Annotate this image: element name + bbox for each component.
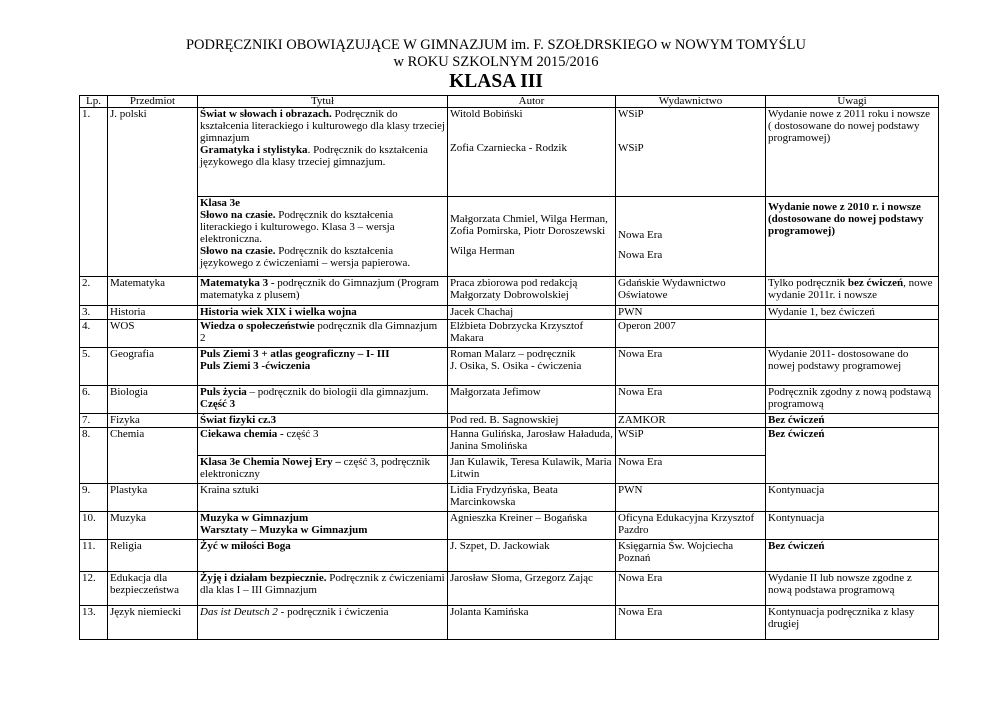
- title-cell: [198, 606, 448, 640]
- notes-bold: Wydanie nowe z 2010 r. i nowsze (dostosowane do nowej podstawy programowej): [768, 201, 924, 237]
- title-cell: Historia wiek XIX i wielka wojna: [198, 306, 448, 320]
- title-cell: [198, 428, 448, 456]
- table-row: [80, 540, 939, 572]
- notes-cell: Bez ćwiczeń: [766, 540, 939, 572]
- subject-cell: WOS: [108, 320, 198, 348]
- lp-cell: 10.: [80, 512, 108, 540]
- author-cell: [448, 197, 616, 277]
- author-cell: Agnieszka Kreiner – Bogańska: [448, 512, 616, 540]
- author-text: Roman Malarz – podręcznik: [450, 348, 576, 360]
- notes-cell: [766, 197, 939, 277]
- author-cell: [448, 348, 616, 386]
- publisher-text: WSiP: [618, 142, 644, 154]
- notes-text: Tylko podręcznik: [768, 277, 848, 289]
- lp-cell: 5.: [80, 348, 108, 386]
- subject-cell: Edukacja dla bezpieczeństwa: [108, 572, 198, 606]
- title-cell: [198, 512, 448, 540]
- title-cell: [198, 456, 448, 484]
- document-title-line-1: PODRĘCZNIKI OBOWIĄZUJĄCE W GIMNAZJUM im. F. SZOŁDRSKIEGO w NOWYM TOMYŚLU: [185, 37, 807, 53]
- title-bold: Puls życia: [200, 386, 247, 398]
- title-bold: Słowo na czasie.: [200, 245, 276, 257]
- subject-cell: Chemia: [108, 428, 198, 484]
- title-text: – podręcznik do biologii dla gimnazjum.: [246, 386, 429, 398]
- title-text: Podręcznik z ćwiczeniami dla klas I – III Gimnazjum: [200, 572, 445, 596]
- subject-cell: Geografia: [108, 348, 198, 386]
- publisher-cell: [616, 197, 766, 277]
- publisher-cell: Nowa Era: [616, 572, 766, 606]
- table-row: [80, 414, 939, 428]
- table-row: [80, 428, 939, 456]
- notes-cell: Kontynuacja: [766, 512, 939, 540]
- column-header-lp: Lp.: [80, 96, 108, 108]
- subject-cell: Muzyka: [108, 512, 198, 540]
- author-cell: Jarosław Słoma, Grzegorz Zając: [448, 572, 616, 606]
- author-text: Małgorzata Chmiel, Wilga Herman, Zofia Pomirska, Piotr Doroszewski: [450, 213, 608, 237]
- notes-cell: Wydanie II lub nowsze zgodne z nową podstawa programową: [766, 572, 939, 606]
- publisher-cell: [616, 108, 766, 197]
- lp-cell: 11.: [80, 540, 108, 572]
- publisher-cell: Nowa Era: [616, 386, 766, 414]
- title-text: część 3, podręcznik elektroniczny: [200, 456, 431, 480]
- title-cell: [198, 320, 448, 348]
- publisher-cell: Gdańskie Wydawnictwo Oświatowe: [616, 277, 766, 306]
- title-text: . Podręcznik do kształcenia językowego dla klasy trzeciej gimnazjum.: [200, 144, 428, 168]
- title-cell: Świat fizyki cz.3: [198, 414, 448, 428]
- title-bold: Świat w słowach i obrazach.: [200, 108, 332, 120]
- publisher-cell: ZAMKOR: [616, 414, 766, 428]
- publisher-cell: PWN: [616, 484, 766, 512]
- table-row: [80, 277, 939, 306]
- author-cell: J. Szpet, D. Jackowiak: [448, 540, 616, 572]
- author-cell: Hanna Gulińska, Jarosław Haładuda, Janina Smolińska: [448, 428, 616, 456]
- subject-cell: Historia: [108, 306, 198, 320]
- title-bold: Wiedza o społeczeństwie: [200, 320, 315, 332]
- title-italic: Das ist Deutsch 2: [200, 606, 278, 618]
- subject-cell: Matematyka: [108, 277, 198, 306]
- lp-cell: 8.: [80, 428, 108, 484]
- title-bold: Puls Ziemi 3 + atlas geograficzny – I- III: [200, 348, 390, 360]
- publisher-text: WSiP: [618, 108, 644, 120]
- author-cell: Pod red. B. Sagnowskiej: [448, 414, 616, 428]
- publisher-text: Nowa Era: [618, 249, 663, 261]
- notes-cell: Bez ćwiczeń: [766, 414, 939, 428]
- author-cell: Jolanta Kamińska: [448, 606, 616, 640]
- title-text: część 3: [283, 428, 319, 440]
- author-cell: [448, 108, 616, 197]
- title-bold: Warsztaty – Muzyka w Gimnazjum: [200, 524, 368, 536]
- lp-cell: 9.: [80, 484, 108, 512]
- publisher-text: Nowa Era: [618, 229, 663, 241]
- title-bold: Puls Ziemi 3 -ćwiczenia: [200, 360, 311, 372]
- author-cell: Praca zbiorowa pod redakcją Małgorzaty Dobrowolskiej: [448, 277, 616, 306]
- title-cell: [198, 108, 448, 197]
- table-row: [80, 606, 939, 640]
- table-row: [80, 484, 939, 512]
- column-header-author: Autor: [448, 96, 616, 108]
- subject-cell: Plastyka: [108, 484, 198, 512]
- publisher-cell: Operon 2007: [616, 320, 766, 348]
- lp-cell: 13.: [80, 606, 108, 640]
- notes-bold: bez ćwiczeń: [847, 277, 904, 289]
- publisher-cell: Księgarnia Św. Wojciecha Poznań: [616, 540, 766, 572]
- author-cell: Jan Kulawik, Teresa Kulawik, Maria Litwin: [448, 456, 616, 484]
- table-row: [80, 572, 939, 606]
- lp-cell: 2.: [80, 277, 108, 306]
- notes-cell: [766, 277, 939, 306]
- title-cell: Żyć w miłości Boga: [198, 540, 448, 572]
- notes-cell: Podręcznik zgodny z nową podstawą programową: [766, 386, 939, 414]
- title-cell: Kraina sztuki: [198, 484, 448, 512]
- title-bold: Klasa 3e Chemia Nowej Ery –: [200, 456, 341, 468]
- column-header-title: Tytuł: [198, 96, 448, 108]
- title-text: Podręcznik do kształcenia literackiego i kulturowego. Klasa 3 – wersja elektroniczna.: [200, 209, 395, 245]
- notes-cell: Wydanie nowe z 2011 roku i nowsze ( dostosowane do nowej podstawy programowej): [766, 108, 939, 197]
- lp-cell: 4.: [80, 320, 108, 348]
- author-text: Zofia Czarniecka - Rodzik: [450, 142, 567, 154]
- table-row: [80, 512, 939, 540]
- title-cell: [198, 572, 448, 606]
- lp-cell: 12.: [80, 572, 108, 606]
- column-header-subject: Przedmiot: [108, 96, 198, 108]
- document-title-class: KLASA III: [449, 71, 543, 92]
- table-row: [80, 197, 939, 277]
- title-cell: [198, 348, 448, 386]
- lp-cell: 7.: [80, 414, 108, 428]
- lp-cell: 3.: [80, 306, 108, 320]
- table-header-row: [80, 96, 939, 108]
- title-bold: Matematyka 3 -: [200, 277, 275, 289]
- author-text: Witold Bobiński: [450, 108, 523, 120]
- table-row: [80, 320, 939, 348]
- lp-cell: 1.: [80, 108, 108, 277]
- author-cell: Elżbieta Dobrzycka Krzysztof Makara: [448, 320, 616, 348]
- title-cell: [198, 386, 448, 414]
- notes-cell: Bez ćwiczeń: [766, 428, 939, 484]
- author-cell: Jacek Chachaj: [448, 306, 616, 320]
- title-bold: Słowo na czasie.: [200, 209, 276, 221]
- notes-cell: Wydanie 2011- dostosowane do nowej podstawy programowej: [766, 348, 939, 386]
- table-row: [80, 386, 939, 414]
- publisher-cell: Nowa Era: [616, 606, 766, 640]
- title-cell: [198, 277, 448, 306]
- notes-cell: Kontynuacja: [766, 484, 939, 512]
- author-text: J. Osika, S. Osika - ćwiczenia: [450, 360, 582, 372]
- subject-cell: Religia: [108, 540, 198, 572]
- lp-cell: 6.: [80, 386, 108, 414]
- title-text: podręcznik do Gimnazjum (Program matematyka z plusem): [200, 277, 439, 301]
- column-header-notes: Uwagi: [766, 96, 939, 108]
- table-row: [80, 108, 939, 197]
- title-text: Podręcznik do kształcenia językowego z ćwiczeniami – wersja papierowa.: [200, 245, 411, 269]
- subject-cell: Biologia: [108, 386, 198, 414]
- textbook-table: [79, 95, 939, 640]
- author-cell: Lidia Frydzyńska, Beata Marcinkowska: [448, 484, 616, 512]
- notes-text: , nowe wydanie 2011r. i nowsze: [768, 277, 933, 301]
- publisher-cell: WSiP: [616, 428, 766, 456]
- title-cell: [198, 197, 448, 277]
- publisher-cell: PWN: [616, 306, 766, 320]
- title-bold: Klasa 3e: [200, 197, 241, 209]
- title-text: Podręcznik do kształcenia literackiego i kulturowego dla klasy trzeciej gimnazjum: [200, 108, 445, 144]
- publisher-cell: Oficyna Edukacyjna Krzysztof Pazdro: [616, 512, 766, 540]
- title-bold: Żyję i działam bezpiecznie.: [200, 572, 327, 584]
- table-row: [80, 306, 939, 320]
- document-title-line-2: w ROKU SZKOLNYM 2015/2016: [393, 54, 599, 70]
- column-header-publisher: Wydawnictwo: [616, 96, 766, 108]
- publisher-cell: Nowa Era: [616, 348, 766, 386]
- title-text: - podręcznik i ćwiczenia: [277, 606, 389, 618]
- notes-cell: Wydanie 1, bez ćwiczeń: [766, 306, 939, 320]
- subject-cell: J. polski: [108, 108, 198, 277]
- title-text: podręcznik dla Gimnazjum 2: [200, 320, 438, 344]
- title-bold: Muzyka w Gimnazjum: [200, 512, 309, 524]
- title-bold: Gramatyka i stylistyka: [200, 144, 308, 156]
- table-row: [80, 348, 939, 386]
- author-cell: Małgorzata Jefimow: [448, 386, 616, 414]
- notes-cell: [766, 320, 939, 348]
- publisher-cell: Nowa Era: [616, 456, 766, 484]
- author-text: Wilga Herman: [450, 245, 515, 257]
- title-bold: Część 3: [200, 398, 236, 410]
- subject-cell: Język niemiecki: [108, 606, 198, 640]
- subject-cell: Fizyka: [108, 414, 198, 428]
- title-bold: Ciekawa chemia -: [200, 428, 284, 440]
- notes-cell: Kontynuacja podręcznika z klasy drugiej: [766, 606, 939, 640]
